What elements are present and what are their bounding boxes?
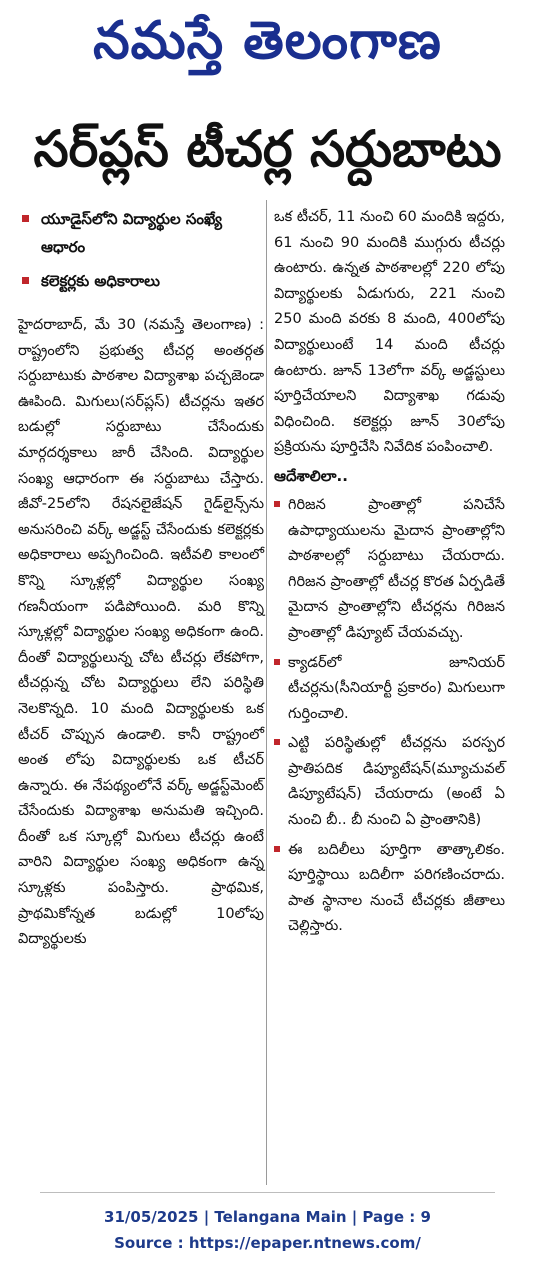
order-item <box>274 493 505 647</box>
order-item <box>274 651 505 728</box>
red-square-bullet-icon <box>274 846 280 852</box>
highlight-item <box>18 267 264 295</box>
footer-source-link[interactable]: Source : https://epaper.ntnews.com/ <box>114 1234 421 1252</box>
article-body-left: హైదరాబాద్, మే 30 (నమస్తే తెలంగాణ) : రాష్ట్రంలోని ప్రభుత్వ టీచర్ల అంతర్గత సర్దుబాటుకు పాఠశాల విద్యాశాఖ పచ్చజెండా ఊపింది. మిగులు(సర్‌ప్లస్) టీచర్లను ఇతర బడుల్లో సర్దుబాటు చేసేందుకు మార్గదర్శకాలు జారీ చేసింది. విద్యార్థుల సంఖ్య ఆధారంగా ఈ సర్దుబాటు చేస్తారు. జీవో-25లోని రేషనలైజేషన్ గైడ్‌లైన్స్‌ను అనుసరించి వర్క్ అడ్జస్ట్ చేసేందుకు కలెక్టర్లకు అధికారాలు అప్పగించింది. ఇటీవలి కాలంలో కొన్ని స్కూళ్లల్లో విద్యార్థుల సంఖ్య గణనీయంగా పడిపోయింది. మరి కొన్ని స్కూళ్లల్లో విద్యార్థుల సంఖ్య అధికంగా ఉంది. దీంతో విద్యార్థులున్న చోట టీచర్లు లేకపోగా, టీచర్లున్న చోట విద్యార్థులు లేని పరిస్థితి నెలకొన్నది. 10 మంది విద్యార్థులకు ఒక టీచర్ చొప్పున ఉండాలి. కానీ రాష్ట్రంలో అంత లోపు విద్యార్థులకు ఒక టీచర్ ఉన్నారు. ఈ నేపథ్యంలోనే వర్క్ అడ్జస్ట్‌మెంట్ చేసేందుకు విద్యాశాఖ అనుమతి ఇచ్చింది. దీంతో ఒక స్కూల్లో మిగులు టీచర్లు ఉంటే వారిని విద్యార్థుల సంఖ్య అధికంగా ఉన్న స్కూళ్లకు పంపిస్తారు. ప్రాథమిక, ప్రాథమికోన్నత బడుల్లో 10లోపు విద్యార్థులకు <box>18 317 264 948</box>
footer-divider <box>40 1192 495 1193</box>
order-item <box>274 838 505 940</box>
highlight-text: యూడైస్‌లోని విద్యార్థుల సంఖ్యే ఆధారం <box>41 210 222 256</box>
article-left-column <box>18 205 264 953</box>
article-headline: సర్‌ప్లస్ టీచర్ల సర్దుబాటు <box>33 120 502 178</box>
order-text: క్యాడర్‌లో జూనియర్ టీచర్లను(సీనియార్టీ ప్రకారం) మిగులుగా గుర్తించాలి. <box>288 654 505 722</box>
orders-heading: ఆదేశాలిలా.. <box>274 466 348 485</box>
order-text: ఈ బదిలీలు పూర్తిగా తాత్కాలికం. పూర్తిస్థాయి బదిలీగా పరిగణించరాదు. పాత స్థానాల నుంచే టీచర్లకు జీతాలు చెల్లిస్తారు. <box>288 841 505 935</box>
red-square-bullet-icon <box>274 501 280 507</box>
order-item <box>274 731 505 833</box>
order-text: గిరిజన ప్రాంతాల్లో పనిచేసే ఉపాధ్యాయులను మైదాన ప్రాంతాల్లోని పాఠశాలల్లో సర్దుబాటు చేయరాదు. గిరిజన ప్రాంతాల్లో టీచర్ల కొరత ఏర్పడితే మైదాన ప్రాంతాల్లోని టీచర్లను గిరిజన ప్రాంతాల్లో డిప్యూట్ చేయవచ్చు. <box>288 496 506 641</box>
red-square-bullet-icon <box>274 659 280 665</box>
column-divider <box>266 200 267 1185</box>
red-square-bullet-icon <box>22 277 29 284</box>
highlight-text: కలెక్టర్లకు అధికారాలు <box>41 272 160 290</box>
article-body-right: ఒక టీచర్, 11 నుంచి 60 మందికి ఇద్దరు, 61 నుంచి 90 మందికి ముగ్గురు టీచర్లు ఉంటారు. ఉన్నత పాఠశాలల్లో 220 లోపు విద్యార్థులకు ఏడుగురు, 221 నుంచి 250 మంది వరకు 8 మంది, 400లోపు విద్యార్థులుంటే 14 మంది టీచర్లు ఉంటారు. జూన్ 13లోగా వర్క్ అడ్జస్టులు పూర్తిచేయాలని విద్యాశాఖ గడువు విధించింది. కలెక్టర్లు జూన్ 30లోపు ప్రక్రియను పూర్తిచేసి నివేదిక పంపించాలి. <box>274 209 505 456</box>
newspaper-masthead: నమస్తే తెలంగాణ <box>93 10 442 71</box>
order-text: ఎట్టి పరిస్థితుల్లో టీచర్లను పరస్పర ప్రాతిపదిక డిప్యూటేషన్(మ్యూచువల్ డిప్యూటేషన్) చేయరాదు (అంటే ఏ నుంచి బీ.. బీ నుంచి ఏ ప్రాంతానికి) <box>288 735 505 829</box>
red-square-bullet-icon <box>274 739 280 745</box>
red-square-bullet-icon <box>22 215 29 222</box>
footer-date-edition-page: 31/05/2025 | Telangana Main | Page : 9 <box>104 1208 431 1226</box>
article-right-column <box>274 205 505 944</box>
highlight-item <box>18 205 264 261</box>
